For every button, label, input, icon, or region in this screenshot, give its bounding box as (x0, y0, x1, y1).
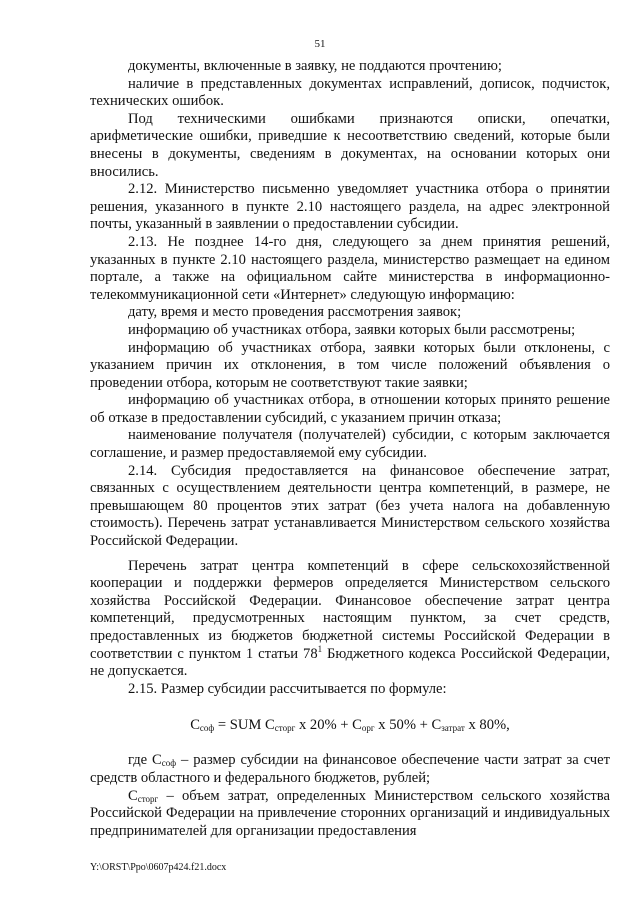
paragraph-text: где С (128, 752, 162, 769)
paragraph (90, 752, 610, 787)
footnote-superscript: 1 (317, 643, 323, 654)
paragraph-text: Перечень затрат центра компетенций в сфере сельскохозяйственной кооперации и поддержки фермеров определяется Министерством сельского хозяйства Российской Федерации. Финансовое обеспечение затрат центра компетенций, предусмотренных настоящим пунктом, за счет средств, предоставленных из бюджетов бюджетной системы Российской Федерации в соответствии с пунктом 1 статьи 78 (90, 557, 610, 662)
paragraph-subscript: соф (161, 758, 177, 769)
paragraph: 2.14. Субсидия предоставляется на финансовое обеспечение затрат, связанных с осуществлением деятельности центра компетенций, в размере, не превышающем 80 процентов этих затрат (без учета налога на добавленную стоимость). Перечень затрат устанавливается Министерством сельского хозяйства Российской Федерации. (90, 462, 610, 550)
paragraph: информацию об участниках отбора, в отношении которых принято решение об отказе в предоставлении субсидий, с указанием причин отказа; (90, 392, 610, 426)
formula-subscript: затрат (441, 723, 465, 734)
paragraph: информацию об участниках отбора, заявки которых были рассмотрены; (128, 321, 576, 338)
paragraph: 2.13. Не позднее 14-го дня, следующего за днем принятия решений, указанных в пункте 2.10 настоящего раздела, министерство размещает на едином портале, а также на официальном сайте министерства в информационно-телекоммуникационной сети «Интернет» следующую информацию: (90, 233, 610, 303)
subsidy-formula (90, 716, 610, 734)
paragraph (90, 788, 610, 841)
formula-term: x 20% + С (295, 717, 362, 734)
paragraph-text: – объем затрат, определенных Министерством сельского хозяйства Российской Федерации на привлечение сторонних организаций и индивидуальных предпринимателей для организации предоставления (90, 787, 610, 839)
formula-term: С (190, 717, 200, 734)
paragraph: Под техническими ошибками признаются описки, опечатки, арифметические ошибки, приведшие к несоответствию сведений, которые были внесены в документы, сведениям в документах, на основании которых они вносились. (90, 110, 610, 180)
paragraph-text: – размер субсидии на финансовое обеспечение части затрат за счет средств областного и федерального бюджетов, рублей; (90, 752, 610, 786)
paragraph (90, 558, 610, 681)
paragraph: документы, включенные в заявку, не поддаются прочтению; (128, 58, 502, 74)
paragraph-text: С (128, 787, 138, 804)
footer-file-path: Y:\ORST\Ppo\0607p424.f21.docx (90, 862, 227, 873)
paragraph: наличие в представленных документах исправлений, дописок, подчисток, технических ошибок. (90, 75, 610, 110)
paragraph: наименование получателя (получателей) субсидии, с которым заключается соглашение, и размер предоставляемой ему субсидии. (90, 427, 610, 462)
paragraph: 2.15. Размер субсидии рассчитывается по формуле: (128, 680, 447, 697)
formula-subscript: орг (361, 723, 375, 734)
formula-term: x 80%, (464, 717, 510, 734)
formula-term: = SUM С (214, 717, 275, 734)
formula-subscript: соф (199, 723, 215, 734)
paragraph-subscript: сторг (137, 793, 159, 804)
paragraph-text: Бюджетного кодекса Российской Федерации, не допускается. (90, 645, 610, 680)
paragraph: 2.12. Министерство письменно уведомляет участника отбора о принятии решения, указанного в пункте 2.10 настоящего раздела, на адрес электронной почты, указанный в заявлении о предоставлении субсидии. (90, 181, 610, 233)
page-number: 51 (314, 38, 326, 50)
paragraph: информацию об участниках отбора, заявки которых были отклонены, с указанием причин их отклонения, в том числе положений объявления о проведении отбора, которым не соответствуют такие заявки; (90, 339, 610, 391)
document-body (90, 58, 610, 840)
formula-subscript: сторг (274, 723, 296, 734)
paragraph: дату, время и место проведения рассмотрения заявок; (128, 304, 462, 321)
formula-term: x 50% + С (374, 717, 442, 734)
